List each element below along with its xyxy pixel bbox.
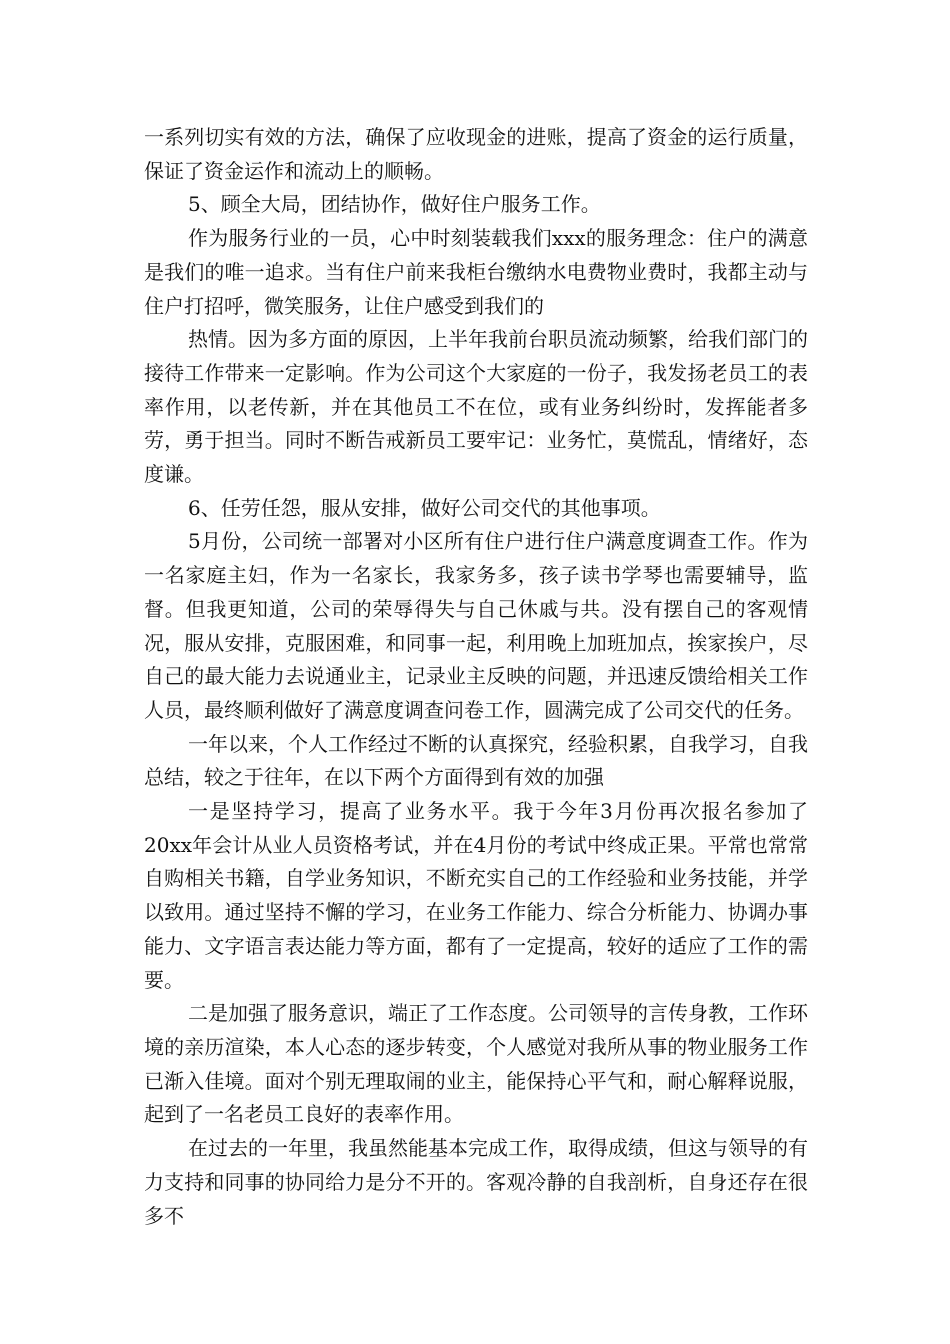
document-body xyxy=(144,121,808,1233)
paragraph: 一是坚持学习，提高了业务水平。我于今年3月份再次报名参加了20xx年会计从业人员资格考试，并在4月份的考试中终成正果。平常也常常自购相关书籍，自学业务知识，不断充实自己的工作经验和业务技能，并学以致用。通过坚持不懈的学习，在业务工作能力、综合分析能力、协调办事能力、文字语言表达能力等方面，都有了一定提高，较好的适应了工作的需要。 xyxy=(144,799,808,992)
paragraph: 一系列切实有效的方法，确保了应收现金的进账，提高了资金的运行质量，保证了资金运作和流动上的顺畅。 xyxy=(144,125,808,183)
paragraph: 5、顾全大局，团结协作，做好住户服务工作。 xyxy=(188,192,601,217)
paragraph: 在过去的一年里，我虽然能基本完成工作，取得成绩，但这与领导的有力支持和同事的协同给力是分不开的。客观冷静的自我剖析，自身还存在很多不 xyxy=(144,1136,808,1228)
paragraph: 二是加强了服务意识，端正了工作态度。公司领导的言传身教，工作环境的亲历渲染，本人心态的逐步转变，个人感觉对我所从事的物业服务工作已渐入佳境。面对个别无理取闹的业主，能保持心平气和，耐心解释说服，起到了一名老员工良好的表率作用。 xyxy=(144,1001,808,1127)
paragraph: 5月份，公司统一部署对小区所有住户进行住户满意度调查工作。作为一名家庭主妇，作为一名家长，我家务多，孩子读书学琴也需要辅导，监督。但我更知道，公司的荣辱得失与自己休戚与共。没有摆自己的客观情况，服从安排，克服困难，和同事一起，利用晚上加班加点，挨家挨户，尽自己的最大能力去说通业主，记录业主反映的问题，并迅速反馈给相关工作人员，最终顺利做好了满意度调查问卷工作，圆满完成了公司交代的任务。 xyxy=(144,529,808,722)
paragraph: 6、任劳任怨，服从安排，做好公司交代的其他事项。 xyxy=(188,495,661,520)
paragraph: 作为服务行业的一员，心中时刻装载我们xxx的服务理念：住户的满意是我们的唯一追求。当有住户前来我柜台缴纳水电费物业费时，我都主动与住户打招呼，微笑服务，让住户感受到我们的 xyxy=(144,226,808,318)
paragraph: 热情。因为多方面的原因，上半年我前台职员流动频繁，给我们部门的接待工作带来一定影响。作为公司这个大家庭的一份子，我发扬老员工的表率作用，以老传新，并在其他员工不在位，或有业务纠纷时，发挥能者多劳，勇于担当。同时不断告戒新员工要牢记：业务忙，莫慌乱，情绪好，态度谦。 xyxy=(144,327,808,487)
paragraph: 一年以来，个人工作经过不断的认真探究，经验积累，自我学习，自我总结，较之于往年，在以下两个方面得到有效的加强 xyxy=(144,731,808,790)
